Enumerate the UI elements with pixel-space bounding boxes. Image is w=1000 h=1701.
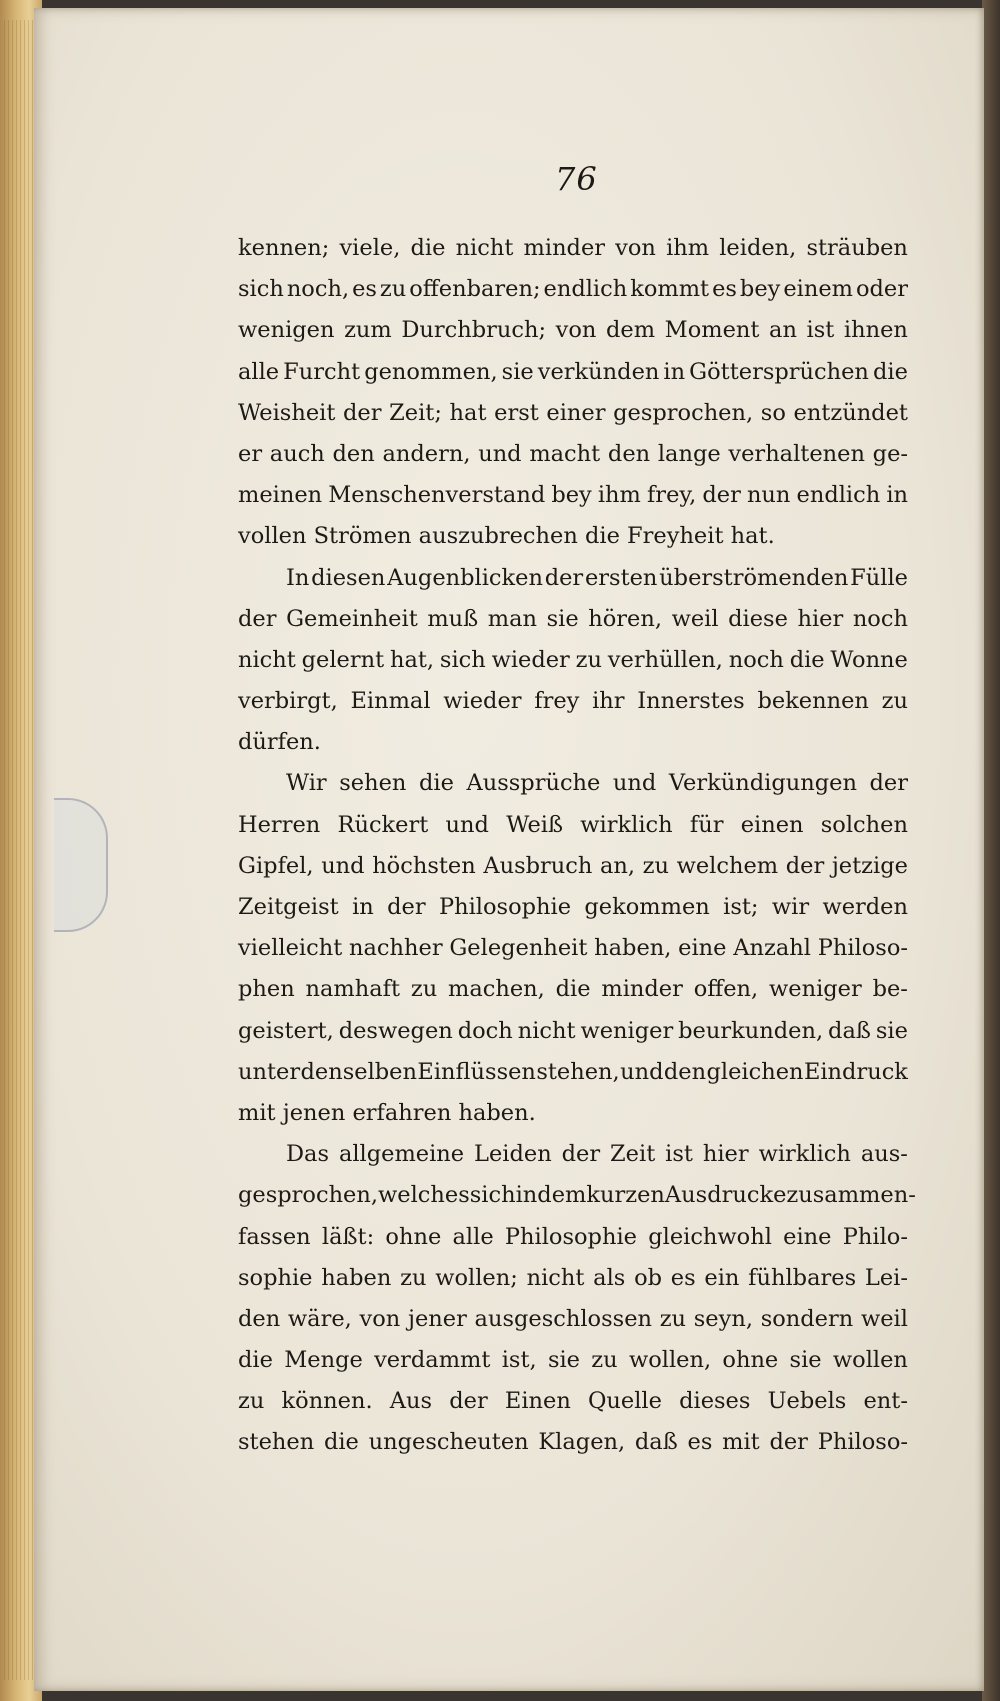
body-text (238, 228, 916, 1464)
text-line: den wäre, von jener ausgeschlossen zu seyn, sondern weil (238, 1305, 908, 1332)
text-line: die Menge verdammt ist, sie zu wollen, ohne sie wollen (238, 1347, 908, 1374)
page-edge-lines (4, 20, 34, 1680)
text-line: alle Furcht genommen, sie verkünden in Göttersprüchen die (238, 358, 908, 385)
text-line: er auch den andern, und macht den lange verhaltenen ge- (238, 440, 908, 467)
text-line: Zeitgeist in der Philosophie gekommen ist; wir werden (238, 894, 908, 920)
text-line: stehen die ungescheuten Klagen, daß es mit der Philoso- (238, 1429, 908, 1456)
text-line: Wir sehen die Aussprüche und Verkündigungen der (286, 770, 908, 797)
text-line: mit jenen erfahren haben. (238, 1099, 536, 1126)
book-cover-edge (982, 0, 1000, 1701)
text-line: unter denselben Einflüssen stehen, und den gleichen Eindruck (238, 1058, 908, 1085)
text-line: dürfen. (238, 729, 321, 756)
text-line: fassen läßt: ohne alle Philosophie gleichwohl eine Philo- (238, 1223, 908, 1250)
text-line: Das allgemeine Leiden der Zeit ist hier wirklich aus- (286, 1141, 908, 1168)
text-line: geistert, deswegen doch nicht weniger beurkunden, daß sie (238, 1017, 908, 1044)
page-clip (54, 798, 108, 932)
text-line: zu können. Aus der Einen Quelle dieses Uebels ent- (238, 1388, 908, 1415)
text-line: sophie haben zu wollen; nicht als ob es ein fühlbares Lei- (238, 1264, 908, 1291)
text-line: meinen Menschenverstand bey ihm frey, der nun endlich in (238, 482, 908, 509)
text-line: Gipfel, und höchsten Ausbruch an, zu welchem der jetzige (238, 852, 908, 879)
text-line: gesprochen, welches sich in dem kurzen Ausdrucke zusammen- (238, 1182, 916, 1209)
text-line: In diesen Augenblicken der ersten überströmenden Fülle (286, 564, 908, 591)
text-line: phen namhaft zu machen, die minder offen, weniger be- (238, 976, 908, 1003)
text-line: vollen Strömen auszubrechen die Freyheit hat. (238, 523, 775, 550)
text-line: vielleicht nachher Gelegenheit haben, eine Anzahl Philoso- (238, 935, 908, 962)
text-line: Herren Rückert und Weiß wirklich für einen solchen (238, 811, 908, 838)
page-number: 76 (555, 160, 598, 198)
text-line: Weisheit der Zeit; hat erst einer gesprochen, so entzündet (238, 399, 908, 426)
text-line: kennen; viele, die nicht minder von ihm leiden, sträuben (238, 235, 908, 261)
text-line: verbirgt, Einmal wieder frey ihr Innerstes bekennen zu (238, 688, 908, 715)
text-line: sich noch, es zu offenbaren; endlich kommt es bey einem oder (238, 276, 908, 303)
text-line: der Gemeinheit muß man sie hören, weil diese hier noch (238, 605, 908, 632)
text-line: nicht gelernt hat, sich wieder zu verhüllen, noch die Wonne (238, 646, 908, 673)
text-line: wenigen zum Durchbruch; von dem Moment an ist ihnen (238, 317, 908, 344)
